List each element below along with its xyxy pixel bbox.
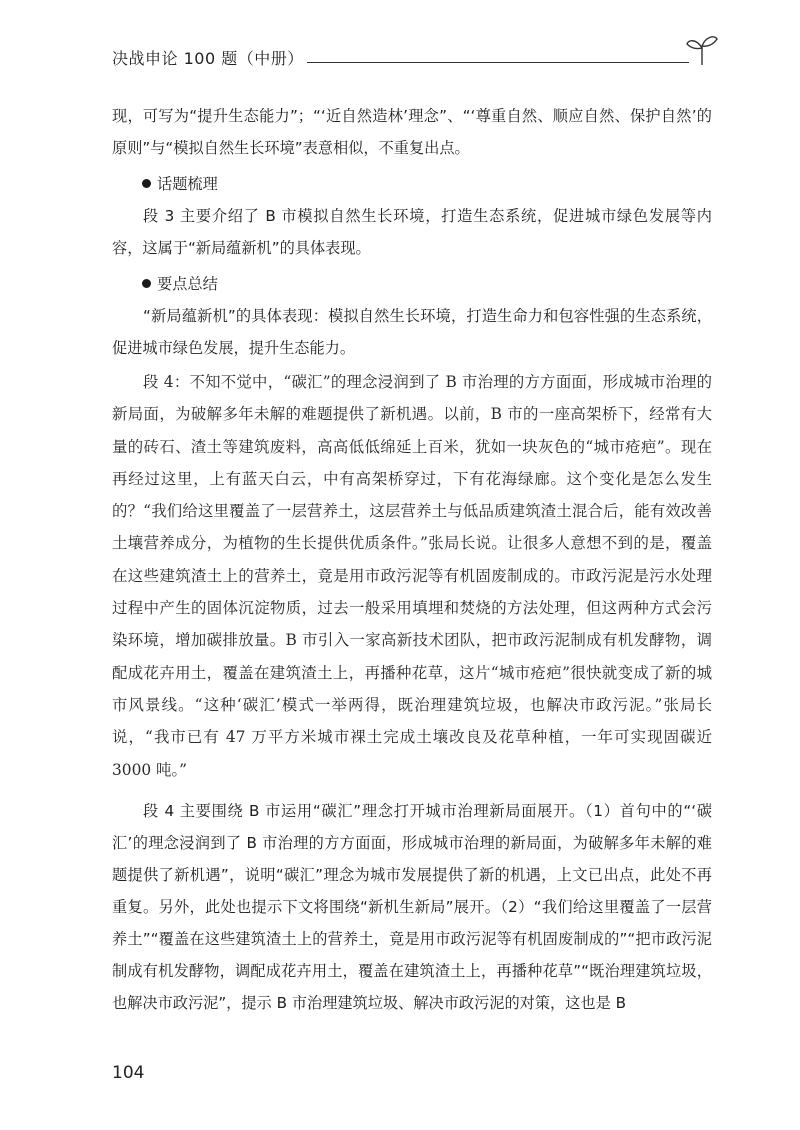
- bullet-icon: [142, 279, 151, 288]
- analysis-paragraph-4: 段 4 主要围绕 B 市运用“碳汇”理念打开城市治理新局面展开。（1）首句中的“‘碳汇’的理念浸润到了 B 市治理的方方面面，形成城市治理的新局面，为破解多年未解的难题提供了新机遇”，说明“碳汇”理念为城市发展提供了新的机遇，上文已出点，此处不再重复。另外，此处也提示下文将围绕“新机生新局”展开。（2）“我们给这里覆盖了一层营养土”“覆盖在这些建筑渣土上的营养土，竟是用市政污泥等有机固废制成的”“把市政污泥制成有机发酵物，调配成花卉用土，覆盖在建筑渣土上，再播种花草”“既治理建筑垃圾，也解决市政污泥”，提示 B 市治理建筑垃圾、解决市政污泥的对策，这也是 B: [112, 802, 712, 1012]
- running-header: [112, 46, 712, 76]
- summary-paragraph: “新局蕴新机”的具体表现：模拟自然生长环境，打造生命力和包容性强的生态系统，促进城市绿色发展，提升生态能力。: [112, 307, 712, 357]
- page-number: 104: [112, 1063, 145, 1083]
- section-heading-label: 要点总结: [157, 275, 218, 293]
- source-material-paragraph: 段 4：不知不觉中，“碳汇”的理念浸润到了 B 市治理的方方面面，形成城市治理的新局面，为破解多年未解的难题提供了新机遇。以前，B 市的一座高架桥下，经常有大量的砖石、渣土等建筑废料，高高低低绵延上百米，犹如一块灰色的“城市疮疤”。现在再经过这里，上有蓝天白云，中有高架桥穿过，下有花海绿廊。这个变化是怎么发生的？“我们给这里覆盖了一层营养土，这层营养土与低品质建筑渣土混合后，能有效改善土壤营养成分，为植物的生长提供优质条件。”张局长说。让很多人意想不到的是，覆盖在这些建筑渣土上的营养土，竟是用市政污泥等有机固废制成的。市政污泥是污水处理过程中产生的固体沉淀物质，过去一般采用填埋和焚烧的方法处理，但这两种方式会污染环境，增加碳排放量。B 市引入一家高新技术团队，把市政污泥制成有机发酵物，调配成花卉用土，覆盖在建筑渣土上，再播种花草，这片“城市疮疤”很快就变成了新的城市风景线。“这种‘碳汇’模式一举两得，既治理建筑垃圾，也解决市政污泥。”张局长说，“我市已有 47 万平方米城市裸土完成土壤改良及花草种植，一年可实现固碳近 3000 吨。”: [112, 373, 712, 779]
- book-title: 决战申论 100 题（中册）: [112, 49, 304, 68]
- bullet-icon: [142, 179, 151, 188]
- section-heading-summary: [142, 268, 218, 300]
- analysis-paragraph: 段 3 主要介绍了 B 市模拟自然生长环境，打造生态系统，促进城市绿色发展等内容，这属于“新局蕴新机”的具体表现。: [112, 207, 712, 257]
- header-rule: [307, 62, 689, 63]
- section-heading-label: 话题梳理: [157, 175, 218, 193]
- section-heading-topic: [142, 168, 218, 200]
- continuation-paragraph: 现，可写为“提升生态能力”；“‘近自然造林’理念”、“‘尊重自然、顺应自然、保护自然’的原则”与“模拟自然生长环境”表意相似，不重复出点。: [112, 107, 712, 157]
- sprout-icon: [684, 32, 720, 66]
